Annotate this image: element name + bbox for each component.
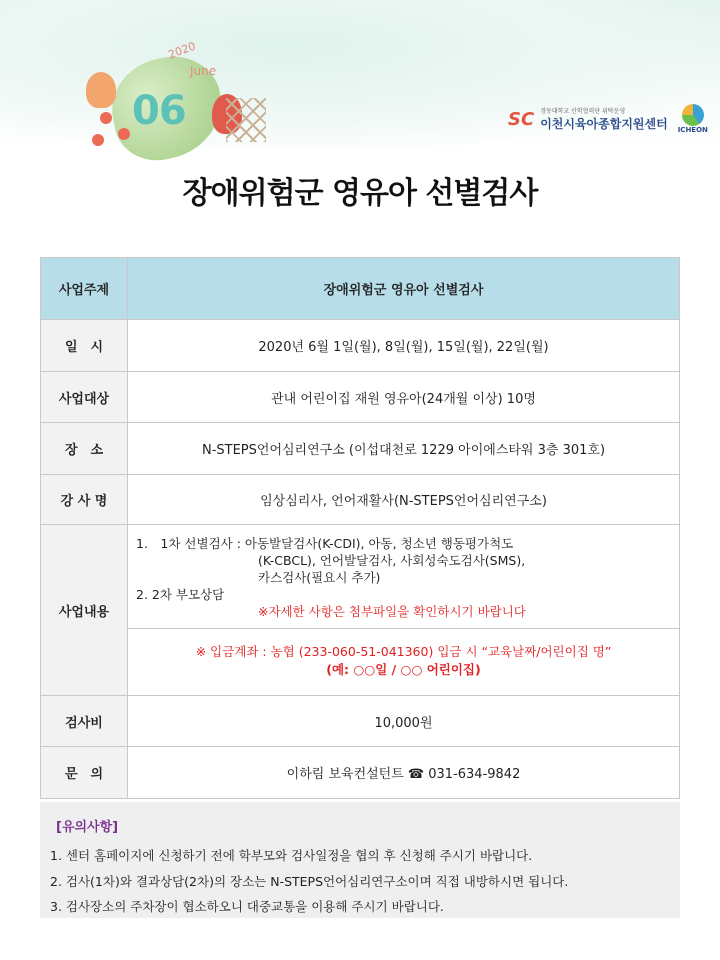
icheon-logo-icon — [682, 104, 704, 126]
table-row-topic — [41, 258, 680, 320]
logo-subtitle: 경동대학교 산학협력단 위탁운영 — [540, 108, 626, 115]
row-value: 2020년 6월 1일(월), 8일(월), 15일(월), 22일(월) — [128, 320, 680, 372]
header-banner — [0, 0, 720, 150]
banner-month-number: 06 — [132, 88, 186, 134]
table-row-instructor — [41, 475, 680, 525]
center-logo — [508, 104, 708, 134]
program-info-table — [40, 257, 680, 799]
logo-city: ICHEON — [677, 126, 708, 134]
notes-item: 1. 센터 홈페이지에 신청하기 전에 학부모와 검사일정을 협의 후 신청해 주시기 바랍니다. — [50, 848, 533, 863]
row-label: 강 사 명 — [41, 475, 128, 525]
deposit-account-box — [128, 628, 679, 691]
row-label: 장 소 — [41, 423, 128, 475]
row-value: 10,000원 — [128, 696, 680, 747]
page-title: 장애위험군 영유아 선별검사 — [182, 176, 538, 211]
table-row-contact — [41, 747, 680, 799]
attachment-notice: ※자세한 사항은 첨부파일을 확인하시기 바랍니다 — [258, 604, 526, 619]
row-label: 사업주제 — [41, 258, 128, 320]
table-row-fee — [41, 696, 680, 747]
details-cell — [128, 525, 680, 696]
details-line: 1. 1차 선별검사 : 아동발달검사(K-CDI), 아동, 청소년 행동평가척도 — [136, 536, 514, 551]
details-line: 카스검사(필요시 추가) — [258, 570, 381, 585]
notes-title: [유의사항] — [56, 820, 119, 835]
sc-logo-icon: SC — [508, 108, 535, 130]
row-value: N-STEPS언어심리연구소 (이섭대천로 1229 아이에스타워 3층 301호) — [128, 423, 680, 475]
table-row-location — [41, 423, 680, 475]
table-row-date — [41, 320, 680, 372]
child-illustration-left — [86, 72, 116, 108]
row-label: 검사비 — [41, 696, 128, 747]
table-row-details — [41, 525, 680, 696]
notes-item: 2. 검사(1차)와 결과상담(2차)의 장소는 N-STEPS언어심리연구소이며 직접 내방하시면 됩니다. — [50, 874, 569, 889]
row-value: 관내 어린이집 재원 영유아(24개월 이상) 10명 — [128, 372, 680, 423]
details-line: (K-CBCL), 언어발달검사, 사회성숙도검사(SMS), — [258, 553, 526, 568]
details-line: 2. 2차 부모상담 — [136, 587, 225, 602]
notes-box — [40, 802, 680, 918]
flower-icon — [92, 134, 104, 146]
banner-year: 2020 — [166, 39, 198, 62]
banner-month-en: June — [190, 64, 217, 78]
row-value: 임상심리사, 언어재활사(N-STEPS언어심리연구소) — [128, 475, 680, 525]
climbing-net-illustration — [226, 98, 266, 142]
row-label: 사업내용 — [41, 525, 128, 696]
row-label: 문 의 — [41, 747, 128, 799]
row-label: 일 시 — [41, 320, 128, 372]
notes-item: 3. 검사장소의 주차장이 협소하오니 대중교통을 이용해 주시기 바랍니다. — [50, 899, 444, 914]
logo-name: 이천시육아종합지원센터 — [540, 117, 668, 131]
row-label: 사업대상 — [41, 372, 128, 423]
table-row-target — [41, 372, 680, 423]
row-value: 장애위험군 영유아 선별검사 — [128, 258, 680, 320]
flower-icon — [100, 112, 112, 124]
row-value: 이하림 보육컨설턴트 ☎ 031-634-9842 — [128, 747, 680, 799]
flower-icon — [118, 128, 130, 140]
deposit-account: ※ 입금계좌 : 농협 (233-060-51-041360) 입금 시 “교육날짜/어린이집 명” — [195, 644, 612, 659]
deposit-example: (예: ○○일 / ○○ 어린이집) — [326, 662, 481, 677]
